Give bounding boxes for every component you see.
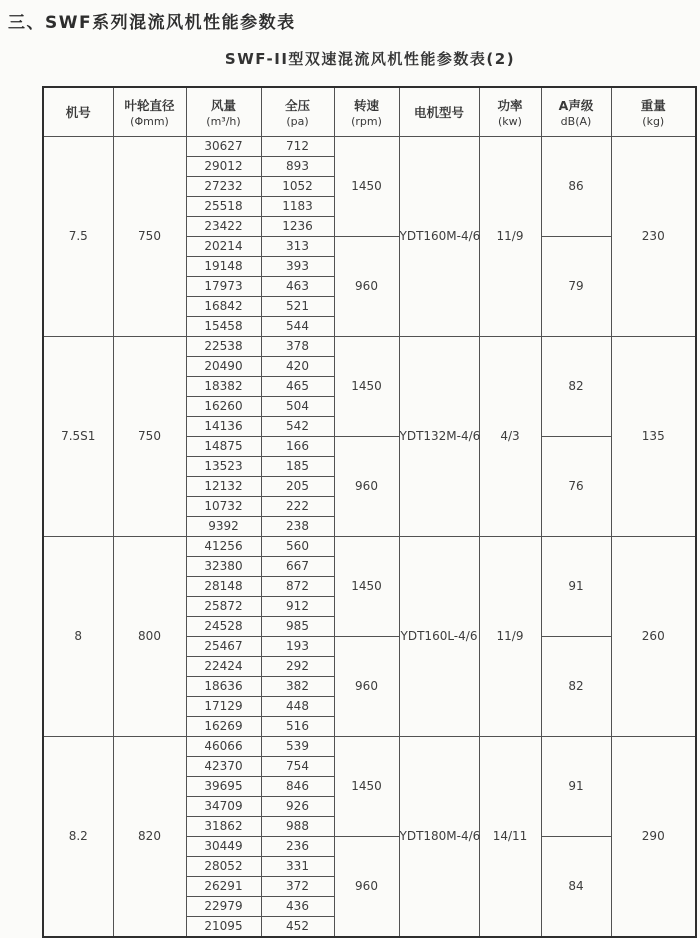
cell-total-pressure: 1052: [261, 177, 334, 197]
header-label: 电机型号: [413, 105, 464, 120]
cell-total-pressure: 238: [261, 517, 334, 537]
header-unit: (Φmm): [130, 115, 169, 128]
table-row: [43, 337, 696, 357]
cell-total-pressure: 988: [261, 817, 334, 837]
table-row: [43, 537, 696, 557]
cell-noise-level: 86: [541, 137, 611, 237]
cell-weight: 230: [611, 137, 696, 337]
cell-total-pressure: 560: [261, 537, 334, 557]
cell-airflow: 26291: [186, 877, 261, 897]
cell-noise-level: 79: [541, 237, 611, 337]
cell-airflow: 16269: [186, 717, 261, 737]
cell-total-pressure: 542: [261, 417, 334, 437]
cell-fan-model: 7.5S1: [43, 337, 113, 537]
cell-airflow: 28148: [186, 577, 261, 597]
table-subtitle: SWF-II型双速混流风机性能参数表(2): [224, 50, 516, 68]
cell-airflow: 17129: [186, 697, 261, 717]
cell-total-pressure: 378: [261, 337, 334, 357]
cell-airflow: 25467: [186, 637, 261, 657]
cell-airflow: 15458: [186, 317, 261, 337]
cell-weight: 135: [611, 337, 696, 537]
header-row: [43, 87, 696, 137]
cell-total-pressure: 926: [261, 797, 334, 817]
cell-total-pressure: 893: [261, 157, 334, 177]
cell-airflow: 22424: [186, 657, 261, 677]
header-motor-model: [399, 87, 479, 137]
cell-total-pressure: 292: [261, 657, 334, 677]
cell-speed: 1450: [334, 737, 399, 837]
cell-noise-level: 91: [541, 737, 611, 837]
cell-airflow: 46066: [186, 737, 261, 757]
cell-noise-level: 84: [541, 837, 611, 938]
cell-airflow: 28052: [186, 857, 261, 877]
cell-speed: 1450: [334, 337, 399, 437]
cell-total-pressure: 436: [261, 897, 334, 917]
cell-total-pressure: 420: [261, 357, 334, 377]
cell-airflow: 10732: [186, 497, 261, 517]
cell-total-pressure: 1236: [261, 217, 334, 237]
cell-airflow: 17973: [186, 277, 261, 297]
cell-total-pressure: 193: [261, 637, 334, 657]
cell-airflow: 34709: [186, 797, 261, 817]
cell-airflow: 20214: [186, 237, 261, 257]
cell-total-pressure: 912: [261, 597, 334, 617]
cell-speed: 960: [334, 237, 399, 337]
cell-airflow: 16260: [186, 397, 261, 417]
table-row: [43, 737, 696, 757]
cell-airflow: 24528: [186, 617, 261, 637]
cell-fan-model: 8: [43, 537, 113, 737]
cell-total-pressure: 754: [261, 757, 334, 777]
cell-airflow: 21095: [186, 917, 261, 938]
cell-weight: 260: [611, 537, 696, 737]
cell-total-pressure: 372: [261, 877, 334, 897]
cell-noise-level: 76: [541, 437, 611, 537]
cell-speed: 960: [334, 437, 399, 537]
cell-speed: 960: [334, 837, 399, 938]
header-label: 机号: [65, 105, 91, 120]
cell-fan-model: 7.5: [43, 137, 113, 337]
header-fan-model: [43, 87, 113, 137]
cell-airflow: 23422: [186, 217, 261, 237]
cell-airflow: 31862: [186, 817, 261, 837]
cell-total-pressure: 463: [261, 277, 334, 297]
header-speed: [334, 87, 399, 137]
header-label: 叶轮直径: [124, 98, 175, 113]
cell-impeller-diameter: 750: [113, 137, 186, 337]
cell-airflow: 18382: [186, 377, 261, 397]
cell-fan-model: 8.2: [43, 737, 113, 938]
cell-noise-level: 82: [541, 637, 611, 737]
cell-airflow: 22538: [186, 337, 261, 357]
cell-airflow: 18636: [186, 677, 261, 697]
cell-motor-model: YDT180M-4/6: [399, 737, 479, 938]
cell-airflow: 13523: [186, 457, 261, 477]
cell-total-pressure: 313: [261, 237, 334, 257]
cell-total-pressure: 516: [261, 717, 334, 737]
header-label: 功率: [497, 98, 523, 113]
header-label: A声级: [558, 98, 594, 113]
table-header: [43, 87, 696, 137]
cell-airflow: 30627: [186, 137, 261, 157]
cell-total-pressure: 185: [261, 457, 334, 477]
cell-total-pressure: 166: [261, 437, 334, 457]
cell-total-pressure: 1183: [261, 197, 334, 217]
cell-total-pressure: 504: [261, 397, 334, 417]
cell-airflow: 14136: [186, 417, 261, 437]
cell-airflow: 20490: [186, 357, 261, 377]
cell-airflow: 25518: [186, 197, 261, 217]
performance-table: [42, 86, 697, 938]
cell-total-pressure: 667: [261, 557, 334, 577]
header-unit: (kw): [498, 115, 522, 128]
cell-impeller-diameter: 800: [113, 537, 186, 737]
cell-motor-model: YDT132M-4/6: [399, 337, 479, 537]
header-weight: [611, 87, 696, 137]
cell-total-pressure: 236: [261, 837, 334, 857]
cell-airflow: 14875: [186, 437, 261, 457]
cell-power: 11/9: [479, 537, 541, 737]
cell-power: 14/11: [479, 737, 541, 938]
cell-speed: 960: [334, 637, 399, 737]
page-title: 三、SWF系列混流风机性能参数表: [8, 13, 296, 33]
cell-speed: 1450: [334, 137, 399, 237]
document-page: [0, 8, 700, 933]
cell-airflow: 25872: [186, 597, 261, 617]
header-noise-level: [541, 87, 611, 137]
header-unit: (m³/h): [206, 115, 241, 128]
header-unit: (rpm): [351, 115, 382, 128]
cell-airflow: 19148: [186, 257, 261, 277]
cell-total-pressure: 222: [261, 497, 334, 517]
cell-total-pressure: 985: [261, 617, 334, 637]
header-airflow: [186, 87, 261, 137]
cell-total-pressure: 448: [261, 697, 334, 717]
cell-airflow: 39695: [186, 777, 261, 797]
cell-airflow: 27232: [186, 177, 261, 197]
table-body: [43, 137, 696, 938]
cell-total-pressure: 521: [261, 297, 334, 317]
header-label: 转速: [353, 98, 379, 113]
cell-total-pressure: 872: [261, 577, 334, 597]
cell-motor-model: YDT160L-4/6: [399, 537, 479, 737]
cell-total-pressure: 382: [261, 677, 334, 697]
header-total-pressure: [261, 87, 334, 137]
cell-power: 11/9: [479, 137, 541, 337]
table-row: [43, 137, 696, 157]
cell-airflow: 12132: [186, 477, 261, 497]
cell-airflow: 42370: [186, 757, 261, 777]
cell-airflow: 16842: [186, 297, 261, 317]
cell-motor-model: YDT160M-4/6: [399, 137, 479, 337]
cell-speed: 1450: [334, 537, 399, 637]
header-label: 全压: [284, 98, 310, 113]
cell-power: 4/3: [479, 337, 541, 537]
cell-noise-level: 91: [541, 537, 611, 637]
header-label: 重量: [640, 98, 666, 113]
header-impeller-diameter: [113, 87, 186, 137]
cell-total-pressure: 539: [261, 737, 334, 757]
cell-total-pressure: 465: [261, 377, 334, 397]
cell-total-pressure: 846: [261, 777, 334, 797]
cell-total-pressure: 393: [261, 257, 334, 277]
cell-airflow: 22979: [186, 897, 261, 917]
cell-airflow: 32380: [186, 557, 261, 577]
header-unit: (pa): [286, 115, 309, 128]
cell-airflow: 29012: [186, 157, 261, 177]
cell-noise-level: 82: [541, 337, 611, 437]
cell-total-pressure: 544: [261, 317, 334, 337]
cell-airflow: 9392: [186, 517, 261, 537]
cell-weight: 290: [611, 737, 696, 938]
cell-total-pressure: 452: [261, 917, 334, 938]
cell-airflow: 41256: [186, 537, 261, 557]
cell-total-pressure: 712: [261, 137, 334, 157]
cell-total-pressure: 205: [261, 477, 334, 497]
header-label: 风量: [210, 98, 236, 113]
cell-total-pressure: 331: [261, 857, 334, 877]
header-power: [479, 87, 541, 137]
header-unit: (kg): [642, 115, 665, 128]
cell-impeller-diameter: 750: [113, 337, 186, 537]
header-unit: dB(A): [560, 115, 592, 128]
cell-airflow: 30449: [186, 837, 261, 857]
cell-impeller-diameter: 820: [113, 737, 186, 938]
